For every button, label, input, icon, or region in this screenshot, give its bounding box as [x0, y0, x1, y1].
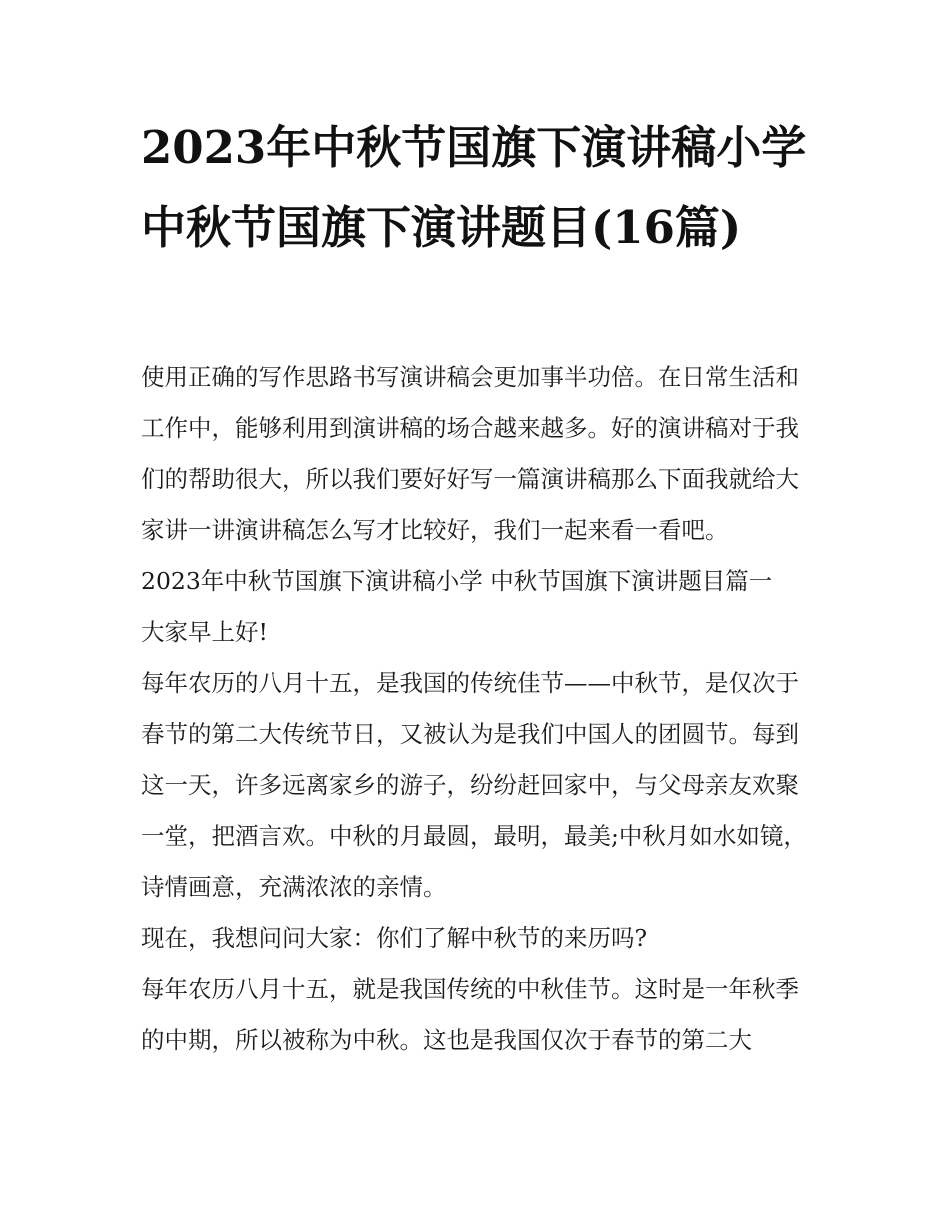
document-body	[141, 352, 821, 1066]
body-paragraph: 每年农历的八月十五，是我国的传统佳节——中秋节，是仅次于春节的第二大传统节日，又被认为是我们中国人的团圆节。每到这一天，许多远离家乡的游子，纷纷赶回家中，与父母亲友欢聚一堂，把酒言欢。中秋的月最圆，最明，最美;中秋月如水如镜，诗情画意，充满浓浓的亲情。	[141, 669, 807, 901]
document-title: 2023年中秋节国旗下演讲稿小学 中秋节国旗下演讲题目(16篇)	[141, 121, 807, 254]
greeting-paragraph: 大家早上好!	[141, 618, 268, 646]
question-paragraph: 现在，我想问问大家：你们了解中秋节的来历吗?	[141, 924, 648, 952]
body-paragraph: 每年农历八月十五，就是我国传统的中秋佳节。这时是一年秋季的中期，所以被称为中秋。这也是我国仅次于春节的第二大	[141, 975, 799, 1054]
section-heading: 2023年中秋节国旗下演讲稿小学 中秋节国旗下演讲题目篇一	[141, 567, 773, 595]
intro-paragraph: 使用正确的写作思路书写演讲稿会更加事半功倍。在日常生活和工作中，能够利用到演讲稿的场合越来越多。好的演讲稿对于我们的帮助很大，所以我们要好好写一篇演讲稿那么下面我就给大家讲一讲演讲稿怎么写才比较好，我们一起来看一看吧。	[141, 363, 799, 544]
